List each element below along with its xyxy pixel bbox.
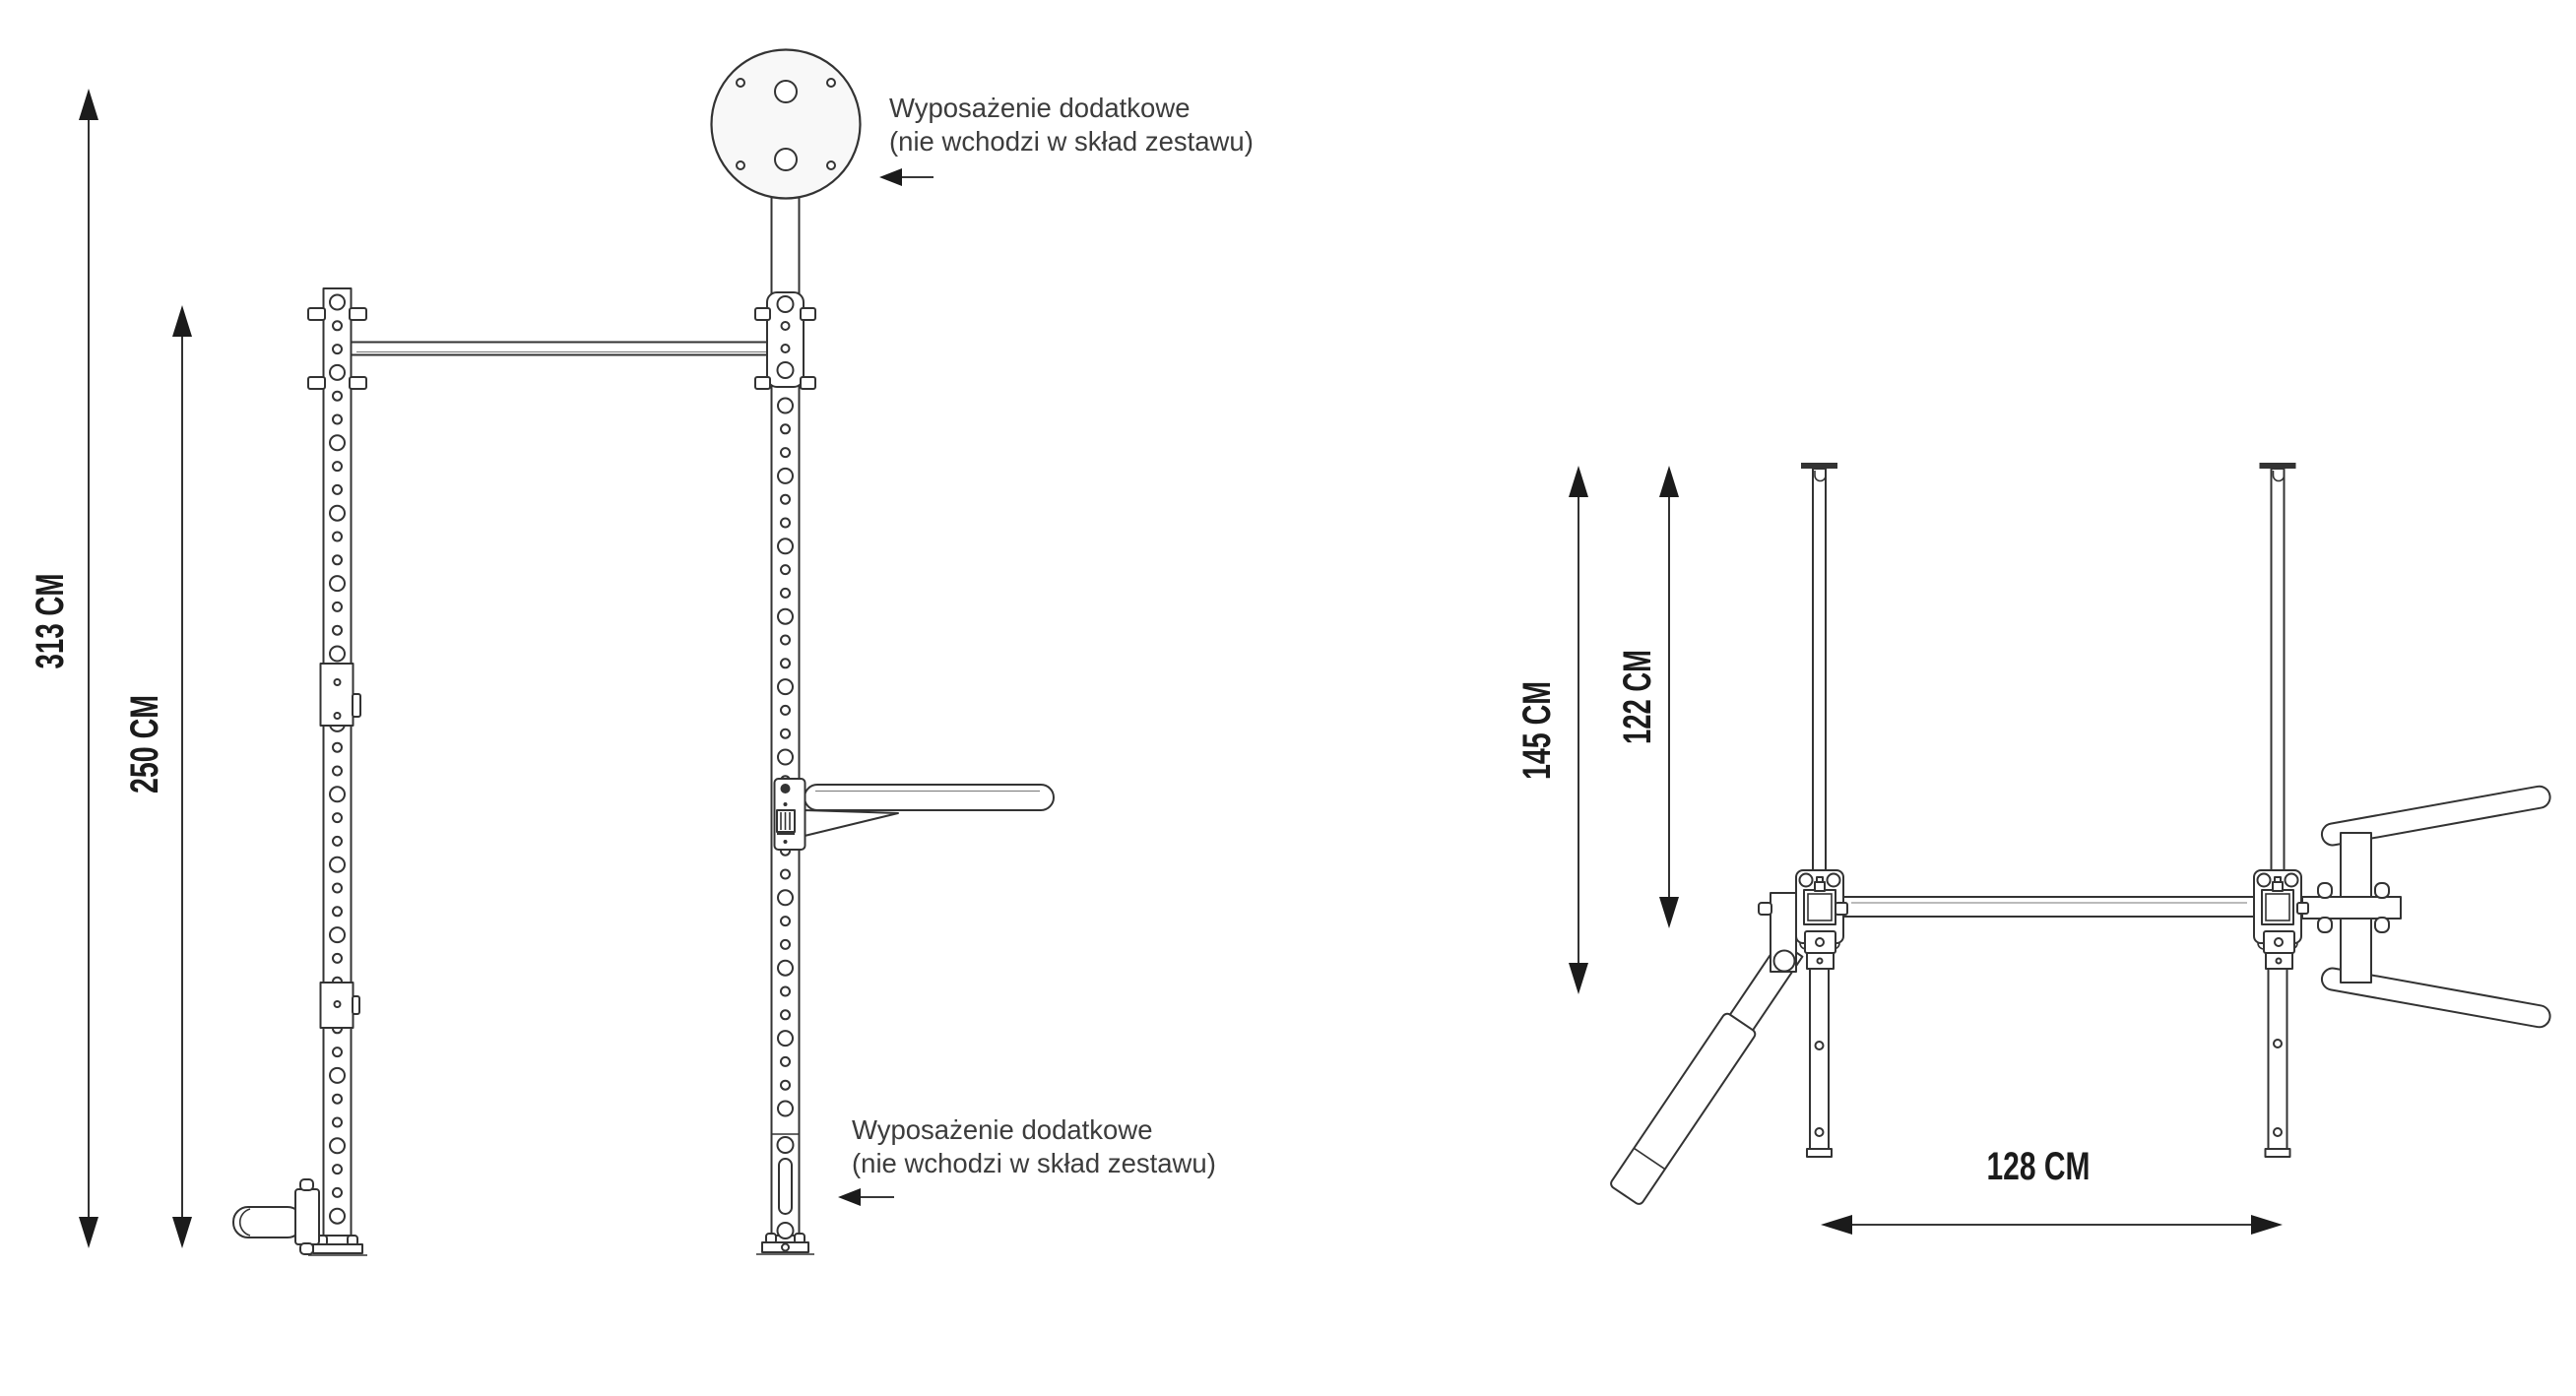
bolt	[1759, 903, 1771, 915]
dim-total-height	[29, 89, 98, 1248]
bolt	[308, 377, 325, 389]
bolt	[308, 308, 325, 320]
bolt	[801, 377, 815, 389]
arrow-right-icon	[2251, 1215, 2283, 1235]
arrow-down-icon	[172, 1217, 192, 1248]
bolt	[2375, 918, 2389, 932]
side-view	[233, 50, 1254, 1256]
dim-label-total-height: 313 CM	[29, 531, 72, 669]
dim-rack-width	[1821, 1145, 2283, 1235]
dim-bar-depth	[1616, 466, 1679, 928]
dip-bar-attachment-top	[2302, 785, 2551, 1029]
sleeve-block-upper	[321, 664, 361, 726]
arrow-up-icon	[1569, 466, 1588, 497]
upper-mount-bracket	[755, 292, 815, 389]
bolt	[801, 308, 815, 320]
sleeve-block-lower	[321, 983, 360, 1028]
arrow-up-icon	[1659, 466, 1679, 497]
pin-grip	[777, 810, 795, 835]
landmine-attachment-top	[1609, 893, 1806, 1206]
bolt	[2375, 883, 2389, 898]
bolt	[350, 377, 366, 389]
arrow-up-icon	[172, 305, 192, 337]
barbell-holder-attachment	[233, 1179, 319, 1254]
bolt	[1835, 903, 1847, 915]
arrow-down-icon	[1659, 897, 1679, 928]
dip-bar-attachment	[775, 779, 1055, 850]
dim-label-total-depth: 145 CM	[1515, 641, 1559, 780]
note-bottom	[838, 1114, 1216, 1206]
bolt	[755, 377, 770, 389]
bolt	[755, 308, 770, 320]
right-bracket-top	[2254, 870, 2308, 1157]
pullup-bar	[351, 343, 772, 355]
pointer-arrow-icon	[879, 168, 934, 186]
pointer-arrow-icon	[838, 1188, 894, 1206]
note-top-line1: Wyposażenie dodatkowe	[889, 93, 1191, 123]
right-upright-top	[2260, 463, 2296, 872]
left-bracket-top	[1796, 870, 1847, 1157]
bolt	[2318, 918, 2332, 932]
bolt	[350, 308, 366, 320]
dim-label-bar-depth: 122 CM	[1616, 605, 1659, 744]
dim-total-depth	[1515, 466, 1588, 994]
arrow-left-icon	[1821, 1215, 1852, 1235]
arrow-down-icon	[79, 1217, 98, 1248]
bolt	[2318, 883, 2332, 898]
arrow-down-icon	[1569, 963, 1588, 994]
crossbar-top	[1843, 897, 2254, 917]
bolt	[2297, 903, 2308, 914]
note-top	[879, 93, 1254, 186]
top-view	[1609, 463, 2551, 1206]
left-upright-top	[1801, 463, 1837, 872]
right-upright	[712, 50, 1055, 1255]
dim-rack-height	[123, 305, 192, 1248]
left-upright	[308, 288, 367, 1255]
note-bottom-line1: Wyposażenie dodatkowe	[852, 1114, 1153, 1145]
ball-target-plate	[712, 50, 861, 199]
note-bottom-line2: (nie wchodzi w skład zestawu)	[852, 1148, 1216, 1178]
arrow-up-icon	[79, 89, 98, 120]
dim-label-rack-width: 128 CM	[1986, 1145, 2091, 1188]
note-top-line2: (nie wchodzi w skład zestawu)	[889, 126, 1254, 157]
dim-label-rack-height: 250 CM	[123, 655, 166, 793]
